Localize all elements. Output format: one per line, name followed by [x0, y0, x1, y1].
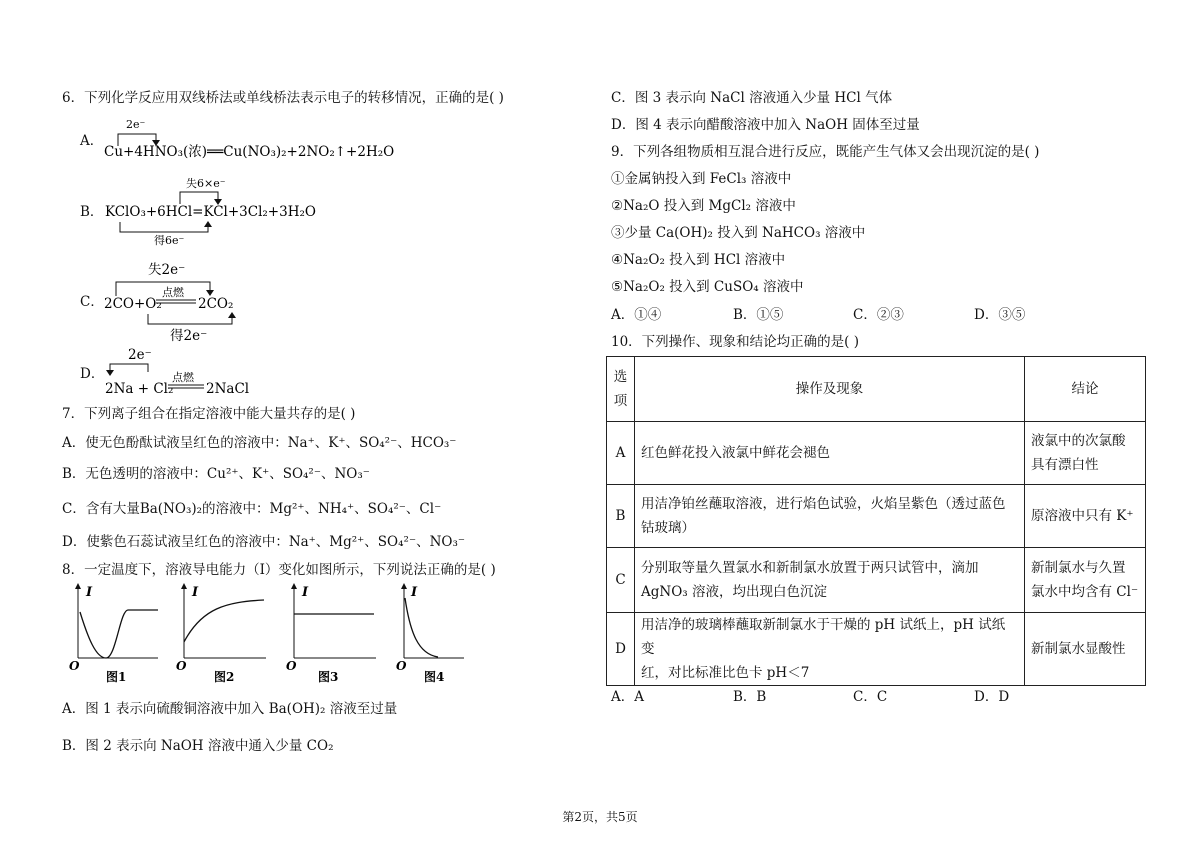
- graph-2-y-label: I: [192, 585, 199, 600]
- q6-b-equation-text: KClO₃+6HCl=KCl+3Cl₂+3H₂O: [105, 204, 316, 220]
- q9-item-2: ②Na₂O 投入到 MgCl₂ 溶液中: [611, 198, 796, 214]
- q6-c-lose-label: 失2e⁻: [148, 262, 186, 278]
- graph-4-caption: 图4: [424, 670, 445, 684]
- q9-item-3: ③少量 Ca(OH)₂ 投入到 NaHCO₃ 溶液中: [611, 225, 866, 241]
- page-number: 第2页，共5页: [562, 810, 638, 824]
- q6-c-left: 2CO+O₂: [104, 296, 162, 312]
- table-header-row: [607, 357, 1146, 422]
- q6-option-b-label: B．: [80, 204, 104, 220]
- graph-4: [396, 585, 464, 684]
- q6-c-right: 2CO₂: [198, 296, 234, 312]
- graph-3-y-label: I: [302, 585, 309, 600]
- q6-option-c-equation: [100, 256, 320, 348]
- graph-3-origin: O: [286, 659, 297, 673]
- q10-option-b: B．B: [733, 689, 767, 705]
- table-row: B 用洁净铂丝蘸取溶液，进行焰色试验，火焰呈紫色（透过蓝色 钴玻璃） 原溶液中只有 K⁺: [607, 485, 1146, 548]
- graph-1-y-label: I: [86, 585, 93, 600]
- q8-option-a: A．图 1 表示向硫酸铜溶液中加入 Ba(OH)₂ 溶液至过量: [62, 701, 398, 717]
- q8-graphs: [66, 580, 466, 686]
- q6-d-left: 2Na + Cl₂: [105, 381, 174, 397]
- header-conclusion: 结论: [1025, 357, 1146, 422]
- q6-b-gain-label: 得6e⁻: [154, 234, 185, 247]
- q7-option-d: D．使紫色石蕊试液呈红色的溶液中：Na⁺、Mg²⁺、SO₄²⁻、NO₃⁻: [62, 534, 465, 550]
- q6-option-a-equation: [100, 110, 420, 162]
- q8-stem: 8．一定温度下，溶液导电能力（I）变化如图所示，下列说法正确的是( ): [62, 562, 496, 578]
- q6-option-d-label: D．: [80, 366, 105, 382]
- q10-option-d: D．D: [974, 689, 1010, 705]
- graph-1-origin: O: [69, 659, 80, 673]
- graph-2: [176, 585, 266, 684]
- graph-4-origin: O: [396, 659, 407, 673]
- table-row: C 分别取等量久置氯水和新制氯水放置于两只试管中，滴加 AgNO₃ 溶液，均出现白色沉淀 新制氯水与久置 氯水中均含有 Cl⁻: [607, 548, 1146, 613]
- graph-1-caption: 图1: [106, 670, 127, 684]
- q8-option-c: C．图 3 表示向 NaCl 溶液通入少量 HCl 气体: [611, 90, 893, 106]
- q10-option-a: A．A: [611, 689, 644, 705]
- table-row: A 红色鲜花投入液氯中鲜花会褪色 液氯中的次氯酸 具有漂白性: [607, 422, 1146, 485]
- q7-option-c: C．含有大量Ba(NO₃)₂的溶液中：Mg²⁺、NH₄⁺、SO₄²⁻、Cl⁻: [62, 501, 442, 517]
- q6-a-equation-text: Cu+4HNO₃(浓)══Cu(NO₃)₂+2NO₂↑+2H₂O: [104, 144, 395, 160]
- graph-3: [286, 585, 376, 684]
- q10-stem: 10．下列操作、现象和结论均正确的是( ): [611, 334, 860, 350]
- q6-b-lose-label: 失6×e⁻: [186, 177, 226, 190]
- q8-option-b: B．图 2 表示向 NaOH 溶液中通入少量 CO₂: [62, 738, 334, 754]
- graph-2-origin: O: [176, 659, 187, 673]
- table-row: D 用洁净的玻璃棒蘸取新制氯水于干燥的 pH 试纸上，pH 试纸变 红，对比标准比色卡 pH＜7 新制氯水显酸性: [607, 613, 1146, 686]
- q9-option-b: B．①⑤: [733, 307, 784, 323]
- q6-d-right: 2NaCl: [206, 381, 250, 397]
- q6-option-a-label: A．: [80, 133, 104, 149]
- q10-option-c: C．C: [853, 689, 888, 705]
- graph-4-y-label: I: [411, 585, 418, 600]
- q9-stem: 9．下列各组物质相互混合进行反应，既能产生气体又会出现沉淀的是( ): [611, 144, 1040, 160]
- q6-c-condition: 点燃: [162, 286, 184, 299]
- q6-option-d-equation: [100, 342, 300, 402]
- q10-table: [606, 356, 1146, 686]
- header-option: 选 项: [607, 357, 635, 422]
- q6-d-condition: 点燃: [172, 371, 194, 384]
- q9-option-d: D．③⑤: [974, 307, 1026, 323]
- q7-stem: 7．下列离子组合在指定溶液中能大量共存的是( ): [62, 406, 356, 422]
- q9-item-1: ①金属钠投入到 FeCl₃ 溶液中: [611, 171, 792, 187]
- q6-c-gain-label: 得2e⁻: [170, 328, 208, 344]
- q6-option-b-equation: [100, 174, 400, 248]
- q7-option-b: B．无色透明的溶液中：Cu²⁺、K⁺、SO₄²⁻、NO₃⁻: [62, 466, 370, 482]
- graph-2-caption: 图2: [214, 670, 235, 684]
- q9-item-5: ⑤Na₂O₂ 投入到 CuSO₄ 溶液中: [611, 279, 804, 295]
- q9-option-c: C．②③: [853, 307, 904, 323]
- q6-a-electron-label: 2e⁻: [126, 118, 146, 131]
- q9-option-a: A．①④: [611, 307, 662, 323]
- graph-1: [69, 585, 158, 684]
- graph-3-caption: 图3: [318, 670, 339, 684]
- q7-option-a: A．使无色酚酞试液呈红色的溶液中：Na⁺、K⁺、SO₄²⁻、HCO₃⁻: [62, 435, 457, 451]
- q8-option-d: D．图 4 表示向醋酸溶液中加入 NaOH 固体至过量: [611, 117, 920, 133]
- q6-stem: 6．下列化学反应用双线桥法或单线桥法表示电子的转移情况，正确的是( ): [62, 90, 504, 106]
- header-operation: 操作及现象: [635, 357, 1025, 422]
- q6-d-electron-label: 2e⁻: [128, 347, 152, 363]
- q9-item-4: ④Na₂O₂ 投入到 HCl 溶液中: [611, 252, 786, 268]
- q6-option-c-label: C．: [80, 294, 104, 310]
